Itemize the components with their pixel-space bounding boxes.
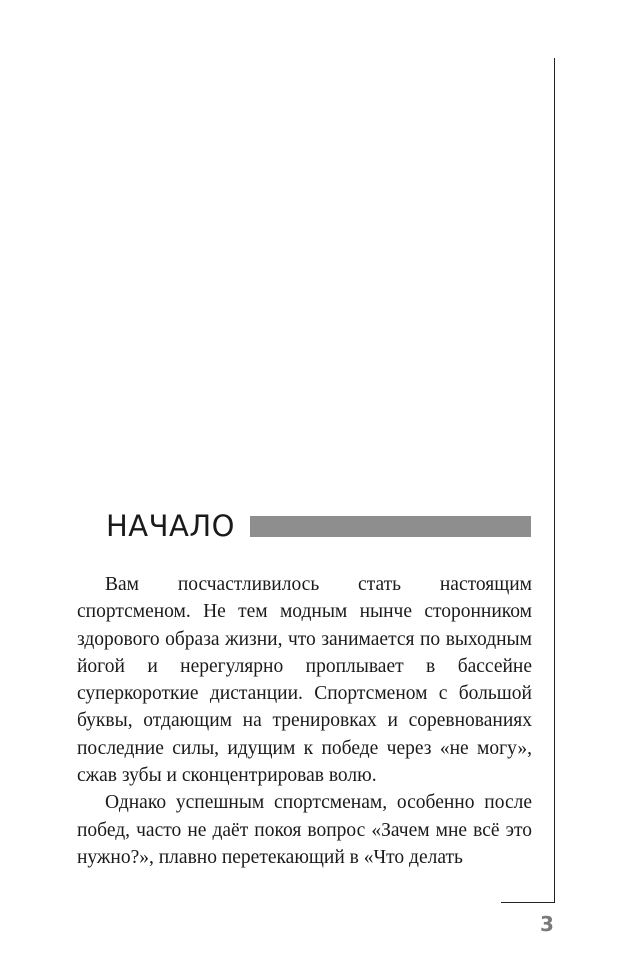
chapter-title: НАЧАЛО bbox=[106, 509, 235, 543]
chapter-title-bar bbox=[250, 516, 531, 537]
chapter-heading bbox=[106, 508, 531, 544]
margin-rule-horizontal bbox=[501, 902, 555, 903]
body-text bbox=[77, 571, 532, 871]
paragraph: Однако успешным спортсменам, особенно после побед, часто не даёт покоя вопрос «Зачем мне всё это нужно?», плавно перетекающий в «Что делать bbox=[77, 792, 532, 868]
paragraph: Вам посчастливилось стать настоящим спортсменом. Не тем модным нынче сторонником здорового образа жизни, что занимается по выходным йогой и нерегулярно проплывает в бассейне суперкороткие дистанции. Спортсменом с большой буквы, отдающим на тренировках и соревнованиях последние силы, идущим к победе через «не могу», сжав зубы и сконцентрировав волю. bbox=[77, 574, 532, 787]
margin-rule-vertical bbox=[554, 58, 555, 903]
page-number: 3 bbox=[540, 912, 554, 936]
